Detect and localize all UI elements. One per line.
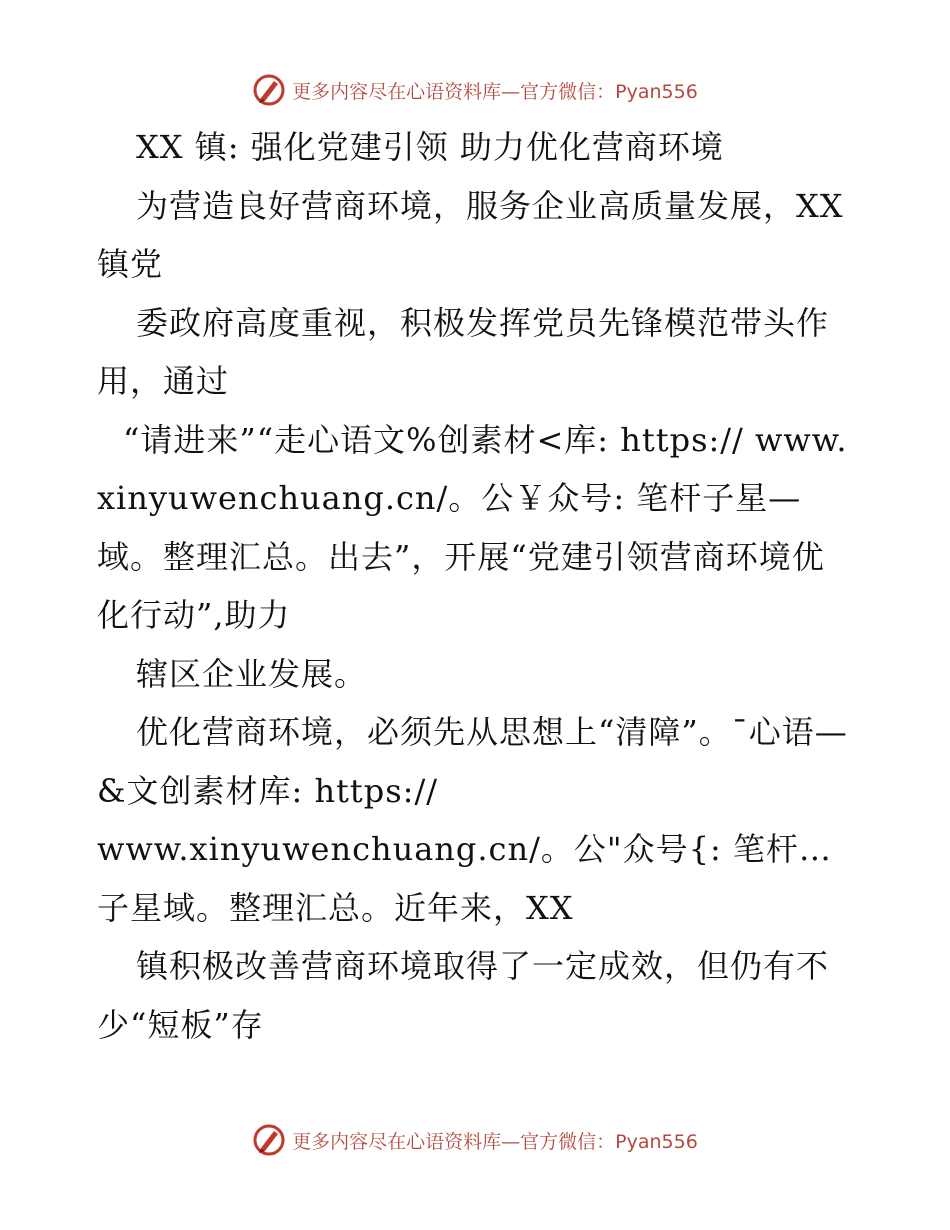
paragraph-1-line-1: 为营造良好营商环境，服务企业高质量发展，XX 镇党 bbox=[97, 186, 855, 283]
watermark-text: 更多内容尽在心语资料库—官方微信：Pyan556 bbox=[292, 80, 698, 103]
header-watermark-banner bbox=[0, 70, 950, 110]
paragraph-1-line-4: 辖区企业发展。 bbox=[136, 654, 368, 693]
footer-watermark-banner bbox=[0, 1120, 950, 1160]
paragraph-1-line-2: 委政府高度重视，积极发挥党员先锋模范带头作用，通过 bbox=[97, 303, 830, 400]
watermark-text: 更多内容尽在心语资料库—官方微信：Pyan556 bbox=[292, 1130, 698, 1153]
paragraph-2-line-3: 镇积极改善营商环境取得了一定成效，但仍有不少“短板”存 bbox=[97, 947, 830, 1044]
pen-logo-icon bbox=[252, 1123, 286, 1157]
pen-logo-icon bbox=[252, 73, 286, 107]
paragraph-2-line-1: 优化营商环境，必须先从思想上“清障”。¯心语—&文创素材库: https:// bbox=[97, 713, 848, 810]
paragraph-2-line-2: www.xinyuwenchuang.cn/。公"众号{: 笔杆…子星域。整理汇总。近年来，XX bbox=[97, 830, 832, 927]
doc-title: XX 镇: 强化党建引领 助力优化营商环境 bbox=[136, 128, 724, 166]
paragraph-1-line-3: “请进来”“走心语文%创素材<库: https:// www.xinyuwenchuang.cn/。公￥众号: 笔杆子星—域。整理汇总。出去”，开展“党建引领营商环境优化行动”,助力 bbox=[97, 420, 848, 634]
document-body bbox=[97, 118, 857, 1054]
